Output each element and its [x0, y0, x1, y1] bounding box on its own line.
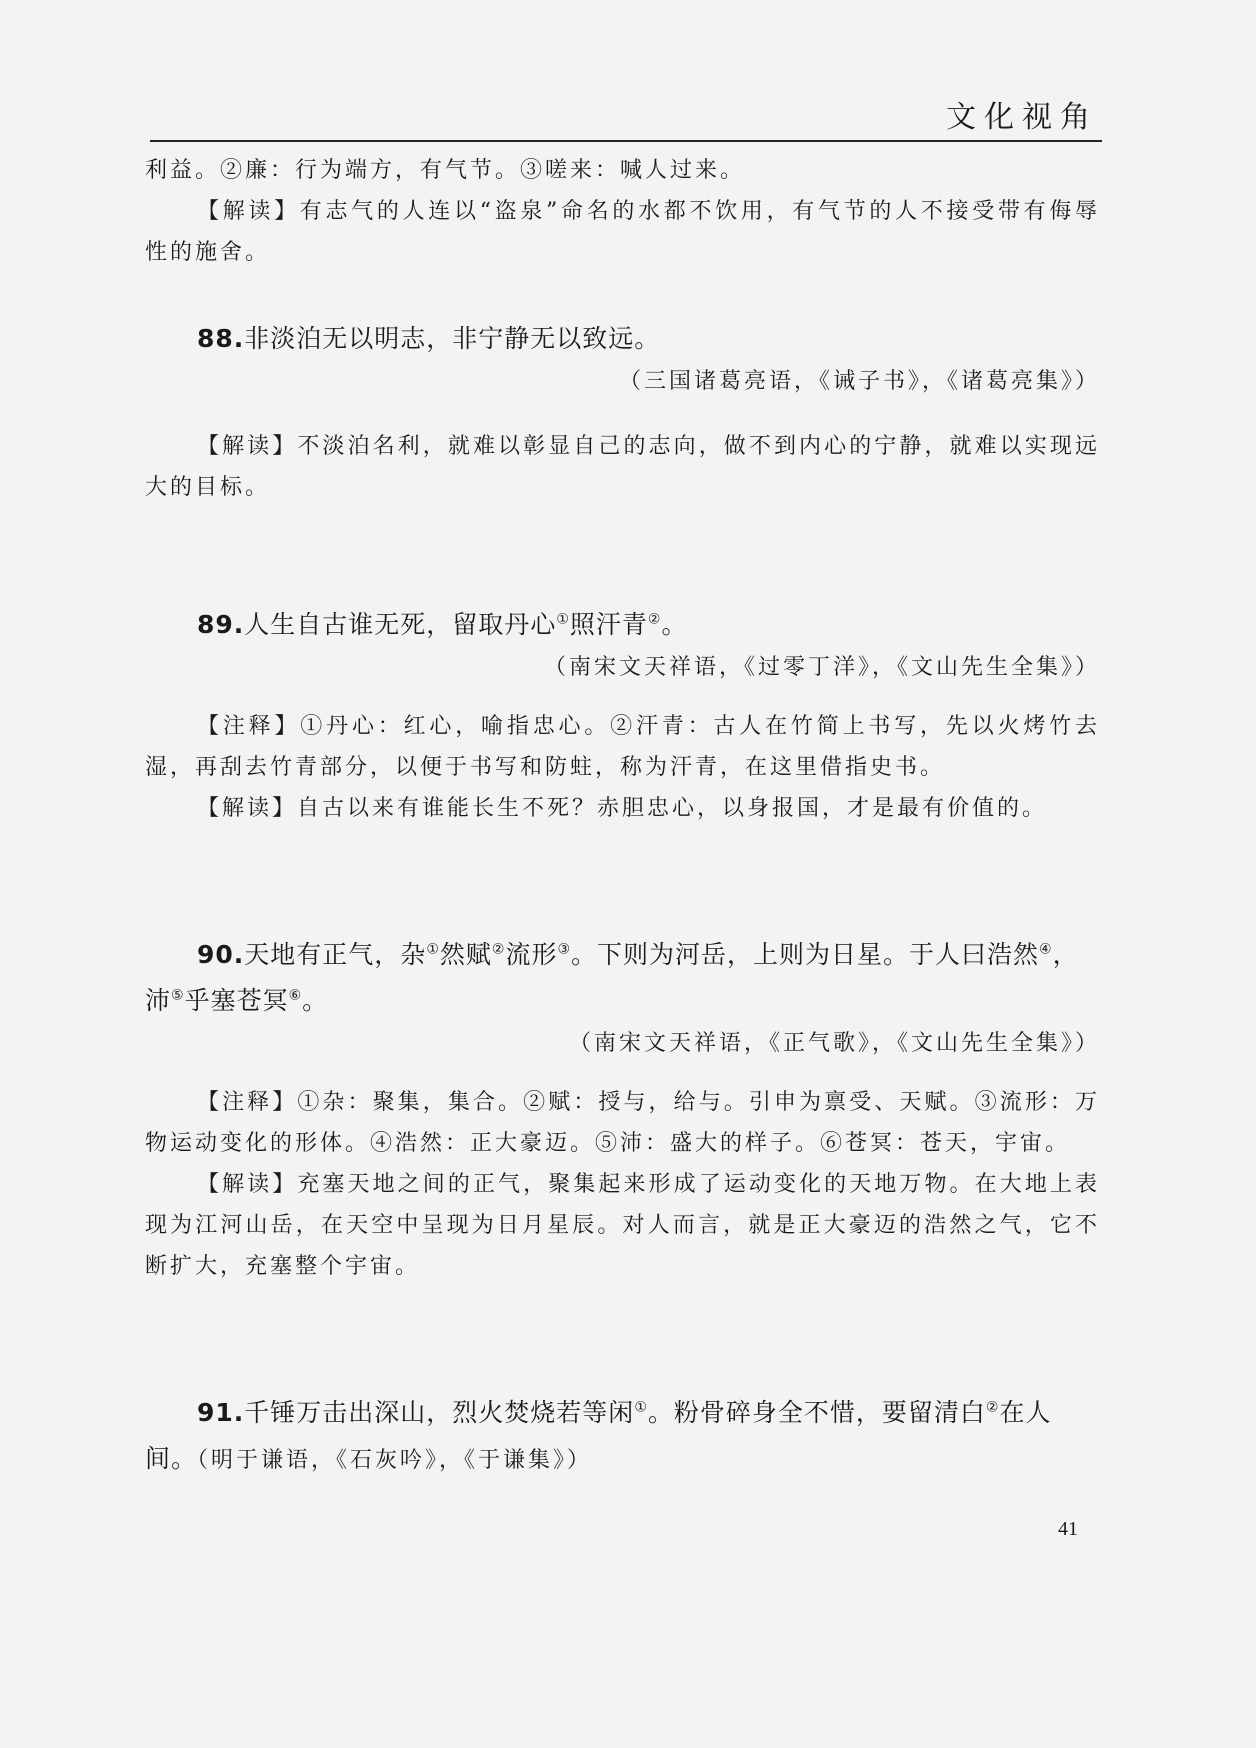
quote-text: 天地有正气，杂 — [244, 940, 427, 969]
header-title: 文化视角 — [946, 100, 1098, 135]
quote — [145, 1390, 1100, 1484]
quote — [145, 316, 1100, 362]
annotation: 【注释】①杂：聚集，集合。②赋：授与，给与。引申为禀受、天赋。③流形：万物运动变化的形体。④浩然：正大豪迈。⑤沛：盛大的样子。⑥苍冥：苍天，宇宙。 — [145, 1090, 1100, 1156]
footnote-marker: ⑤ — [171, 987, 185, 1004]
entry-number: 91. — [197, 1398, 245, 1427]
note-continuation: 利益。②廉：行为端方，有气节。③嗟来：喊人过来。 — [145, 158, 746, 183]
quote-text: 人生自古谁无死，留取丹心 — [244, 610, 557, 639]
entry-number: 89. — [197, 610, 245, 639]
quote-text: 。 — [302, 986, 329, 1015]
footnote-marker: ② — [647, 611, 662, 628]
entry-number: 90. — [197, 940, 245, 969]
quote-text: 。下则为河岳，上则为日星。于人曰浩然 — [571, 940, 1040, 969]
annotation: 【注释】①丹心：红心，喻指忠心。②汗青：古人在竹简上书写，先以火烤竹去湿，再刮去竹青部分，以便于书写和防蛀，称为汗青，在这里借指史书。 — [145, 714, 1100, 780]
footnote-marker: ① — [634, 1399, 648, 1416]
running-header — [150, 96, 1102, 142]
entry-91 — [145, 1390, 1100, 1484]
quote — [145, 602, 1100, 648]
quote-text: 乎塞苍冥 — [184, 986, 289, 1015]
quote-text: 照汗青 — [569, 610, 648, 639]
entry-number: 88. — [197, 324, 245, 353]
footnote-marker: ③ — [557, 941, 572, 958]
quote-source: （三国诸葛亮语，《诫子书》，《诸葛亮集》） — [618, 369, 1100, 394]
quote-text: 。粉骨碎身全不惜，要留清白 — [647, 1398, 986, 1427]
interpretation: 【解读】自古以来有谁能长生不死？赤胆忠心，以身报国，才是最有价值的。 — [197, 796, 1048, 821]
quote-text: 流形 — [505, 940, 558, 969]
quote-source: （南宋文天祥语，《过零丁洋》，《文山先生全集》） — [543, 655, 1100, 680]
quote-source: （明于谦语，《石灰吟》，《于谦集》） — [197, 1448, 593, 1473]
quote-source: （南宋文天祥语，《正气歌》，《文山先生全集》） — [568, 1031, 1100, 1056]
page-number: 41 — [1058, 1518, 1078, 1540]
footnote-marker: ① — [556, 611, 570, 628]
entry-89 — [145, 602, 1100, 829]
footnote-marker: ④ — [1039, 941, 1053, 958]
footnote-marker: ⑥ — [288, 987, 303, 1004]
footnote-marker: ② — [985, 1399, 1000, 1416]
footnote-marker: ② — [491, 941, 506, 958]
quote-text: 非淡泊无以明志，非宁静无以致远。 — [244, 324, 661, 353]
quote-text: 在人间。 — [145, 1398, 1052, 1473]
entry-87-continuation — [145, 150, 1100, 273]
entry-90 — [145, 932, 1100, 1287]
interpretation: 【解读】不淡泊名利，就难以彰显自己的志向，做不到内心的宁静，就难以实现远大的目标。 — [145, 434, 1100, 500]
footnote-marker: ① — [426, 941, 440, 958]
entry-88 — [145, 316, 1100, 508]
interpretation: 【解读】充塞天地之间的正气，聚集起来形成了运动变化的天地万物。在大地上表现为江河山岳，在天空中呈现为日月星辰。对人而言，就是正大豪迈的浩然之气，它不断扩大，充塞整个宇宙。 — [145, 1172, 1100, 1279]
quote-text: ，沛 — [145, 940, 1079, 1015]
quote-text: 。 — [661, 610, 688, 639]
quote-text: 千锤万击出深山，烈火焚烧若等闲 — [244, 1398, 635, 1427]
interpretation: 【解读】有志气的人连以“盗泉”命名的水都不饮用，有气节的人不接受带有侮辱性的施舍。 — [145, 199, 1100, 265]
quote-text: 然赋 — [439, 940, 492, 969]
quote — [145, 932, 1100, 1024]
